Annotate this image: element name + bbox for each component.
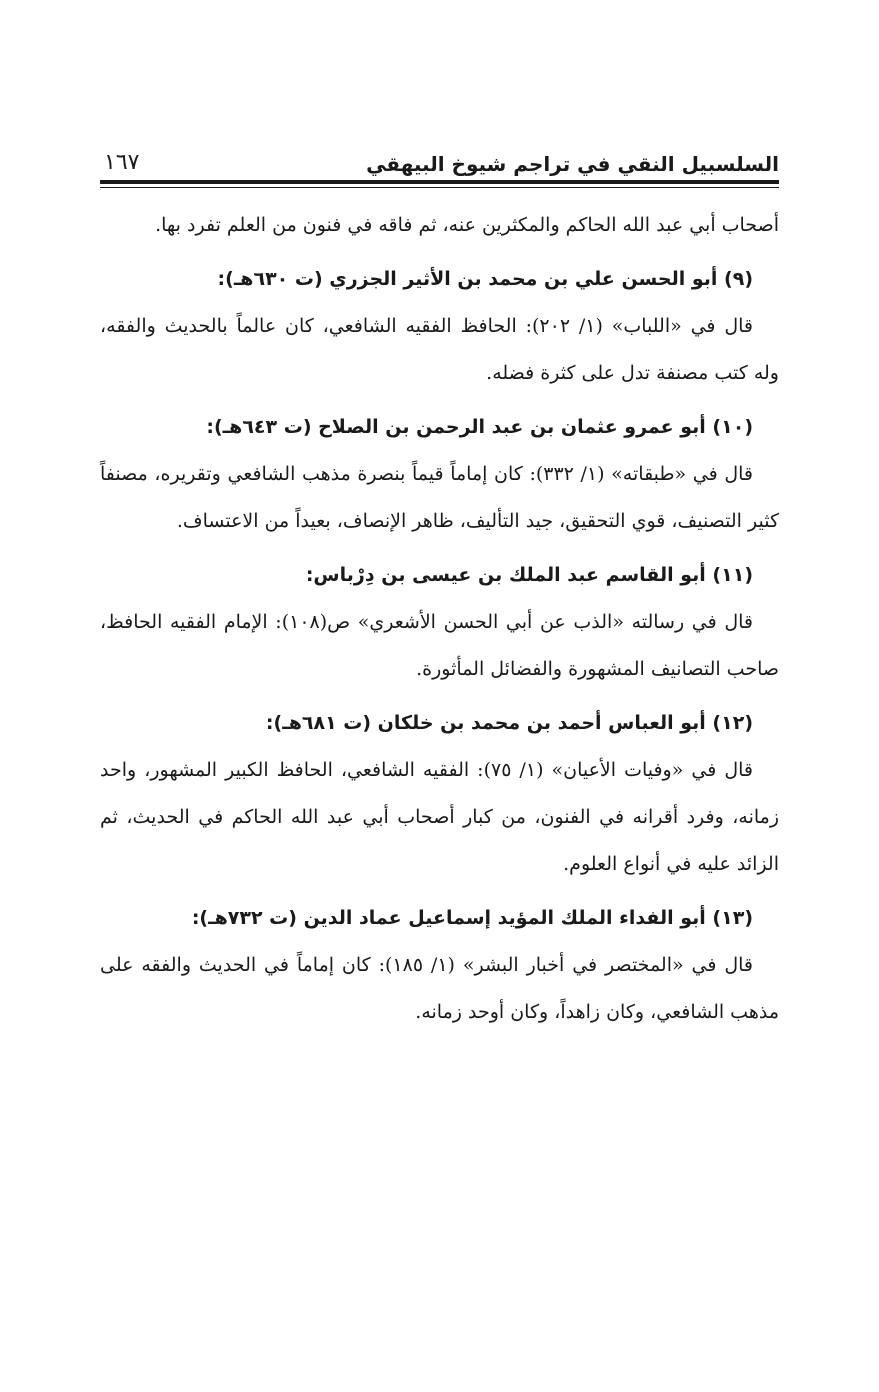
entry-text: قال في «طبقاته» (١/ ٣٣٢): كان إماماً قيماً بنصرة مذهب الشافعي وتقريره، مصنفاً كثير التصنيف، قوي التحقيق، جيد التأليف، ظاهر الإنصاف، بعيداً من الاعتساف. bbox=[100, 463, 779, 532]
entry-heading: (١٣) أبو الفداء الملك المؤيد إسماعيل عماد الدين (ت ٧٣٢هـ): bbox=[191, 907, 753, 929]
header-rule-thin bbox=[100, 187, 779, 188]
header-rule-thick bbox=[100, 180, 779, 184]
page-body bbox=[100, 202, 779, 1036]
entry-12 bbox=[100, 700, 779, 888]
entry-text: قال في «المختصر في أخبار البشر» (١/ ١٨٥): كان إماماً في الحديث والفقه على مذهب الشافعي، وكان زاهداً، وكان أوحد زمانه. bbox=[100, 954, 779, 1023]
entry-heading: (١٠) أبو عمرو عثمان بن عبد الرحمن بن الصلاح (ت ٦٤٣هـ): bbox=[206, 416, 753, 438]
entry-13 bbox=[100, 895, 779, 1036]
book-title: السلسبيل النقي في تراجم شيوخ البيهقي bbox=[366, 152, 779, 176]
entry-heading: (١٢) أبو العباس أحمد بن محمد بن خلكان (ت ٦٨١هـ): bbox=[265, 712, 753, 734]
entry-text: قال في «اللباب» (١/ ٢٠٢): الحافظ الفقيه الشافعي، كان عالماً بالحديث والفقه، وله كتب مصنفة تدل على كثرة فضله. bbox=[100, 315, 779, 384]
entry-11 bbox=[100, 552, 779, 693]
running-header bbox=[100, 136, 779, 180]
intro-paragraph: أصحاب أبي عبد الله الحاكم والمكثرين عنه، ثم فاقه في فنون من العلم تفرد بها. bbox=[155, 214, 779, 236]
entry-heading: (٩) أبو الحسن علي بن محمد بن الأثير الجزري (ت ٦٣٠هـ): bbox=[217, 268, 753, 290]
page-number: ١٦٧ bbox=[104, 150, 140, 175]
entry-9 bbox=[100, 256, 779, 397]
entry-text: قال في رسالته «الذب عن أبي الحسن الأشعري» ص(١٠٨): الإمام الفقيه الحافظ، صاحب التصانيف المشهورة والفضائل المأثورة. bbox=[100, 611, 779, 680]
entry-heading: (١١) أبو القاسم عبد الملك بن عيسى بن دِرْباس: bbox=[305, 564, 753, 586]
entry-text: قال في «وفيات الأعيان» (١/ ٧٥): الفقيه الشافعي، الحافظ الكبير المشهور، واحد زمانه، وفرد أقرانه في الفنون، من كبار أصحاب أبي عبد الله الحاكم في الحديث، ثم الزائد عليه في أنواع العلوم. bbox=[100, 759, 779, 875]
entry-10 bbox=[100, 404, 779, 545]
